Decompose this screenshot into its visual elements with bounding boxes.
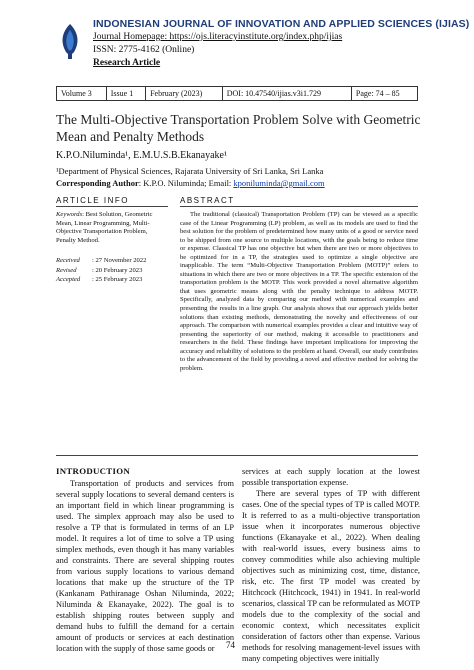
page-number: 74 <box>226 640 235 650</box>
meta-doi[interactable]: DOI: 10.47540/ijias.v3i1.729 <box>222 87 351 101</box>
article-info-rule <box>56 206 168 207</box>
keywords-block <box>56 211 168 245</box>
keywords-label: Keywords <box>56 211 83 218</box>
intro-left-column <box>56 466 234 654</box>
intro-right-column <box>242 466 420 664</box>
abstract-text: The traditional (classical) Transportation Problem (TP) can be viewed as a specific case of the Linear Programming (LP) problem, as well as its models are used to find the best solution for the problem of predetermined how many units of a good or service need to be shipped from one source to multiple locations, with the goals being to reduce time or expense. Classical TP has one objective but when there are two or more objectives to be optimized for in a TP, the strategies used to optimize a single objective are inapplicable. The term “Multi-Objective Transportation Problem (MOTP)” refers to situations in which there are two or more objectives in a TP. The specific extension of the transportation problem is the MOTP. This work provided a novel alternative algorithm that uses geometric means along with the penalty technique to address MOTP. Specifically, analyzed data by comparing our method with numerical examples and presenting the results in a line graph. Our analysis shows that our approach yields better solutions than existing methods, demonstrating the novelty and effectiveness of our approach. The comparison with numerical examples provides a clear and intuitive way of presenting the superiority of our method, making it accessible to practitioners and researchers in the field. These findings have important implications for improving the accuracy and reliability of solutions to the problem at hand. Overall, our study contributes to the advancement of the field by providing a novel and effective method for solving the problem. <box>180 211 418 372</box>
revised-date-row <box>56 266 146 276</box>
accepted-date-row <box>56 275 146 285</box>
meta-date: February (2023) <box>146 87 223 101</box>
journal-logo-icon <box>56 22 84 60</box>
abstract-rule <box>180 206 418 207</box>
paper-authors: K.P.O.Niluminda¹, E.M.U.S.B.Ekanayake¹ <box>56 150 227 161</box>
intro-paragraph-2: There are several types of TP with different cases. One of the special types of TP is called MOTP. It is referred to as a multi-objective transportation issue when it incorporates numerous objective functions (Ekanayake et al., 2022). When dealing with real-world issues, every business aims to convey commodities while also achieving multiple objectives such as minimizing cost, time, distance, risk, etc. The first TP model was created by Hitchcock (Hitchcock, 1941) in 1941. In real-world scenarios, classical TP can be reformulated as MOTP models due to the complexity of the social and economic context, which necessitates explicit consideration of factors other than expense. Various methods for resolving management-level issues with many competing objectives were initially <box>242 489 420 663</box>
corresponding-email-link[interactable]: kponiluminda@gmail.com <box>233 178 325 188</box>
journal-issn: ISSN: 2775-4162 (Online) <box>93 45 195 55</box>
received-label: Received <box>56 257 80 264</box>
revised-label: Revised <box>56 266 77 274</box>
keywords-text: : Best Solution, Geometric Mean, Linear Programming, Multi-Objective Transportation Problem, Penalty Method. <box>56 211 153 244</box>
intro-paragraph-continued: services at each supply location at the lowest possible transportation expense. <box>242 467 420 487</box>
abstract-bottom-rule <box>56 455 418 456</box>
corresponding-label: Corresponding Author <box>56 178 139 188</box>
revised-date: : 20 February 2023 <box>92 266 143 274</box>
article-meta-table <box>56 86 418 101</box>
article-dates <box>56 256 146 285</box>
received-date: : 27 November 2022 <box>92 257 147 264</box>
article-type: Research Article <box>93 58 161 68</box>
corresponding-author <box>56 178 325 188</box>
accepted-date: : 25 February 2023 <box>92 276 143 283</box>
article-info-heading: ARTICLE INFO <box>56 196 129 205</box>
received-date-row <box>56 256 146 266</box>
introduction-heading: INTRODUCTION <box>56 466 130 476</box>
paper-title: The Multi-Objective Transportation Problem Solve with Geometric Mean and Penalty Methods <box>56 112 421 144</box>
journal-homepage[interactable]: Journal Homepage: https://ojs.literacyinstitute.org/index.php/ijias <box>93 32 343 42</box>
author-affiliation: ¹Department of Physical Sciences, Rajarata University of Sri Lanka, Sri Lanka <box>56 166 324 176</box>
journal-name: INDONESIAN JOURNAL OF INNOVATION AND APPLIED SCIENCES (IJIAS) <box>93 18 470 30</box>
meta-volume: Volume 3 <box>57 87 107 101</box>
intro-paragraph-1: Transportation of products and services from several supply locations to several demand centers is an important field in which linear programming is used. The simplex approach may also be used to resolve a TP that is formulated in terms of an LP model. It requires a lot of time to solve a TP using simplex methods, even though it has many variables and constraints. There are several shipping routes from various supply locations to various demand locations that make up the structure of the TP (Kankanam Pathiranage Oshan Niluminda, 2022; Niluminda & Ekanayake, 2022). The goal is to establish shipping routes between supply and demand hubs to fulfill the demand for a certain amount of products or services at each destination location with the supply of those same goods or <box>56 479 234 653</box>
meta-issue: Issue 1 <box>106 87 145 101</box>
corresponding-name: : K.P.O. Niluminda; Email: <box>138 178 234 188</box>
abstract-heading: ABSTRACT <box>180 196 235 205</box>
accepted-label: Accepted <box>56 276 81 283</box>
meta-pages: Page: 74 – 85 <box>351 87 417 101</box>
